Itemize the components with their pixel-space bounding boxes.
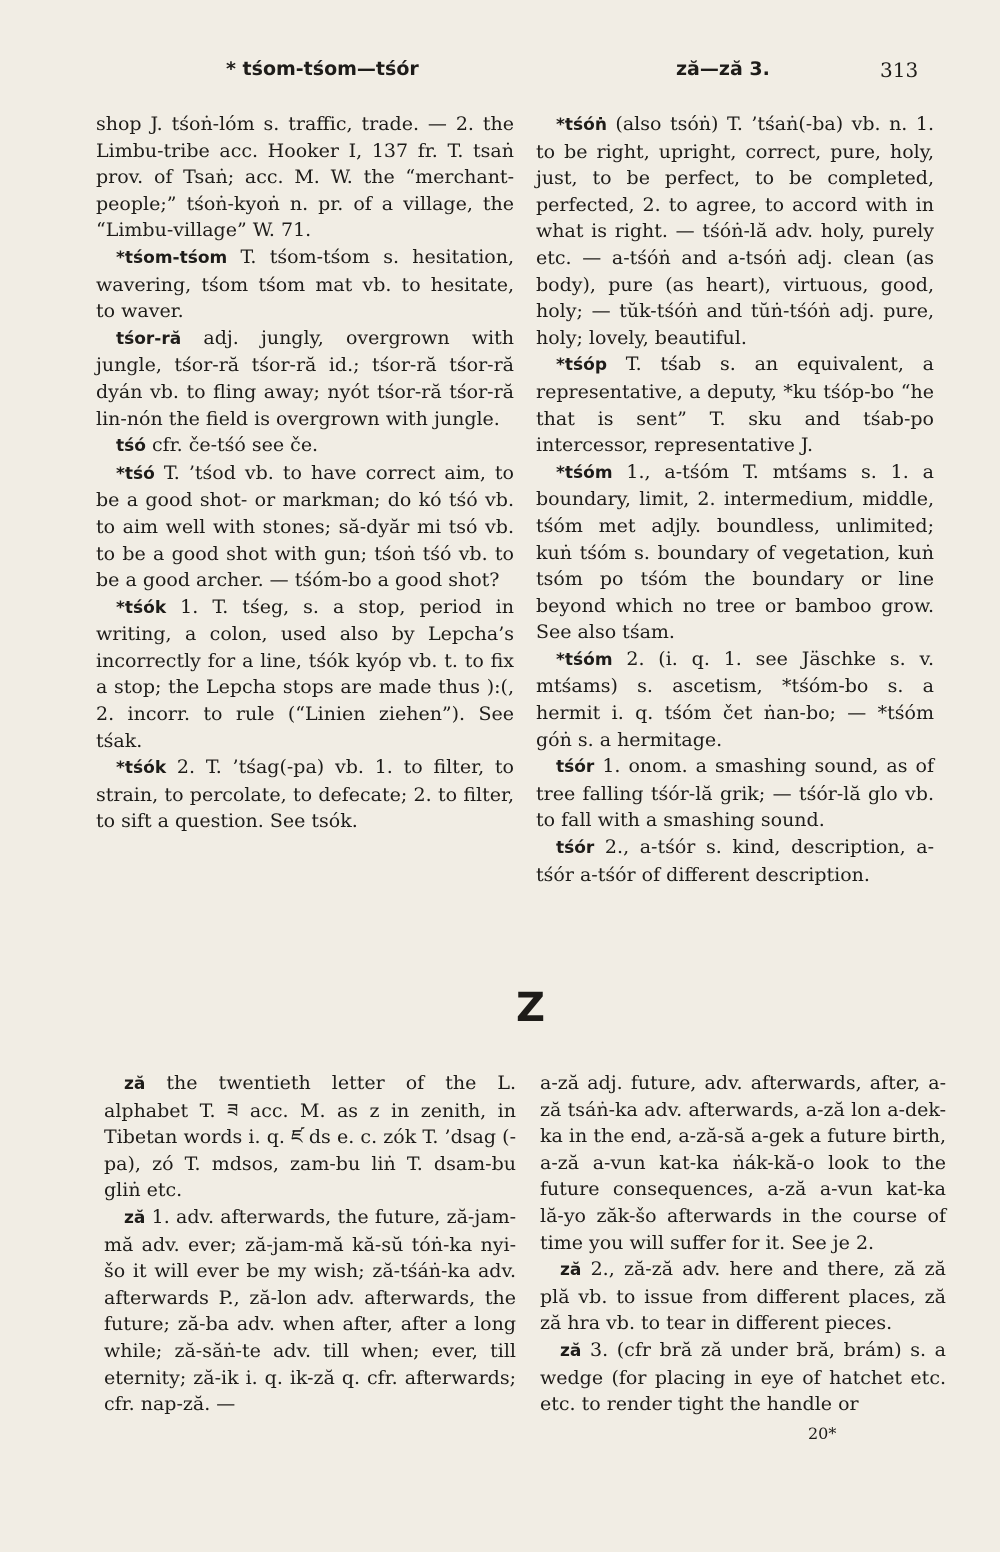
entry-headword: *tśók [116, 597, 167, 618]
running-head-left: * tśom-tśom—tśór [226, 58, 419, 80]
dictionary-entry [96, 325, 514, 432]
entry-text: 1. adv. afterwards, the future, ză-jam-mă adv. ever; ză-jam-mă kă-sŭ tóṅ-ka nyi-šo it will ever be my wish; ză-tśáṅ-ka adv. afterwards P., ză-lon adv. afterwards, the future; ză-ba adv. when after, after a long while; ză-săṅ-te adv. till when; ever, till eternity; ză-ik i. q. ik-ză q. cfr. afterwards; cfr. nap-ză. — [104, 1205, 516, 1416]
column-bottom-right [540, 1070, 946, 1418]
entry-headword: tśó [116, 436, 146, 457]
entry-headword: *tśóp [556, 355, 607, 376]
dictionary-entry [536, 111, 934, 351]
dictionary-entry [104, 1204, 516, 1418]
entry-headword: tśór [556, 838, 595, 859]
entry-text: a-ză adj. future, adv. afterwards, after, a-ză tsáṅ-ka adv. afterwards, a-ză lon a-dek-ka in the end, a-ză-să a-gek a future birth, a-ză a-vun kat-ka ṅák-kă-o look to the future consequences, a-ză a-vun kat-ka lă-yo zăk-šo afterwards in the course of time you will suffer for it. See je 2. [540, 1072, 946, 1254]
entry-text: T. ’tśod vb. to have correct aim, to be a good shot- or markman; do kó tśó vb. to aim well with stones; să-dyăr mi tsó vb. to be a good shot with gun; tśoṅ tśó vb. to be a good archer. — tśóm-bo a good shot? [96, 461, 514, 592]
column-top-right [536, 111, 934, 888]
entry-text: 3. (cfr bră ză under bră, brám) s. a wedge (for placing in eye of hatchet etc. etc. to render tight the handle or [540, 1338, 946, 1416]
dictionary-entry [96, 111, 514, 244]
entry-headword: *tśóm [556, 462, 613, 483]
entry-text: 1. T. tśeg, s. a stop, period in writing, a colon, used also by Lepcha’s incorrectly for a line, tśók kyóp vb. t. to fix a stop; the Lepcha stops are made thus ):(, 2. incorr. to rule (“Linien ziehen”). See tśak. [96, 595, 514, 752]
signature-mark: 20* [808, 1424, 837, 1443]
entry-text: 2. T. ’tśag(-pa) vb. 1. to filter, to strain, to percolate, to defecate; 2. to filter, to sift a question. See tsók. [96, 756, 514, 833]
entry-text: T. tśom-tśom s. hesitation, wavering, tśom tśom mat vb. to hesitate, to waver. [96, 245, 514, 323]
entry-headword: ză [124, 1207, 146, 1228]
entry-text: 2., a-tśór s. kind, description, a-tśór a-tśór of different description. [536, 836, 934, 886]
entry-headword: tśór [556, 757, 595, 778]
dictionary-entry [96, 460, 514, 594]
dictionary-entry [536, 834, 934, 888]
entry-text: 2. (i. q. 1. see Jäschke s. v. mtśams) s. ascetism, *tśóm-bo s. a hermit i. q. tśóm čet ṅan-bo; — *tśóm góṅ s. a hermitage. [536, 647, 934, 751]
entry-text: shop J. tśoṅ-lóm s. traffic, trade. — 2. the Limbu-tribe acc. Hooker I, 137 fr. T. tsaṅ prov. of Tsaṅ; acc. M. W. the “merchant-people;” tśoṅ-kyoṅ n. pr. of a village, the “Limbu-village” W. 71. [96, 113, 514, 242]
entry-text: 2., ză-ză adv. here and there, ză ză plă vb. to issue from different places, ză ză hra vb. to tear in different pieces. [540, 1258, 946, 1335]
dictionary-entry [536, 753, 934, 834]
entry-headword: *tśóm [556, 649, 613, 670]
entry-headword: *tśom-tśom [116, 247, 228, 268]
section-letter: Z [516, 985, 546, 1031]
dictionary-entry [540, 1070, 946, 1256]
entry-headword: ză [560, 1260, 582, 1281]
page-number: 313 [880, 58, 919, 82]
dictionary-entry [540, 1337, 946, 1418]
column-top-left [96, 111, 514, 835]
entry-text: cfr. če-tśó see če. [145, 434, 319, 457]
entry-headword: ză [560, 1340, 582, 1361]
entry-headword: *tśó [116, 463, 155, 484]
dictionary-entry [536, 646, 934, 753]
entry-text: T. tśab s. an equivalent, a representative, a deputy, *ku tśóp-bo “he that is sent” T. sku and tśab-po intercessor, representative J. [536, 353, 934, 457]
entry-headword: ză [124, 1074, 146, 1094]
dictionary-entry [536, 351, 934, 458]
dictionary-entry [96, 432, 514, 460]
entry-text: adj. jungly, overgrown with jungle, tśor-ră tśor-ră id.; tśor-ră tśor-ră dyán vb. to fling away; nyót tśor-ră tśor-ră lin-nón the field is overgrown with jungle. [96, 326, 514, 430]
dictionary-entry [96, 754, 514, 835]
entry-text: (also tsóṅ) T. ’tśaṅ(-ba) vb. n. 1. to be right, upright, correct, pure, holy, just, to be perfect, to be completed, perfected, 2. to agree, to accord with in what is right. — tśóṅ-lă adv. holy, purely etc. — a-tśóṅ and a-tsóṅ adj. clean (as body), pure (as heart), virtuous, good, holy; — tŭk-tśóṅ and tŭṅ-tśóṅ adj. pure, holy; lovely, beautiful. [536, 113, 934, 349]
entry-text: 1. onom. a smashing sound, as of tree falling tśór-lă grik; — tśór-lă glo vb. to fall with a smashing sound. [536, 755, 934, 832]
dictionary-entry [96, 594, 514, 755]
dictionary-entry [536, 459, 934, 646]
entry-text: the twentieth letter of the L. alphabet T. ཟ acc. M. as z in zenith, in Tibetan words i. q. ཛ ds e. c. zók T. ’dsag (-pa), zó T. mdsos, zam-bu liṅ T. dsam-bu gliṅ etc. [104, 1072, 516, 1202]
entry-headword: *tśók [116, 758, 167, 779]
running-head-center: ză—ză 3. [676, 58, 770, 80]
entry-text: 1., a-tśóm T. mtśams s. 1. a boundary, limit, 2. intermedium, middle, tśóm met adjly. boundless, unlimited; kuṅ tśóm s. boundary of vegetation, kuṅ tsóm po tśóm the boundary or line beyond which no tree or bamboo grow. See also tśam. [536, 460, 934, 644]
dictionary-entry [96, 244, 514, 325]
entry-headword: *tśóṅ [556, 115, 607, 135]
dictionary-entry [540, 1256, 946, 1337]
column-bottom-left [104, 1070, 516, 1418]
dictionary-entry [104, 1070, 516, 1204]
entry-headword: tśor-ră [116, 328, 182, 349]
